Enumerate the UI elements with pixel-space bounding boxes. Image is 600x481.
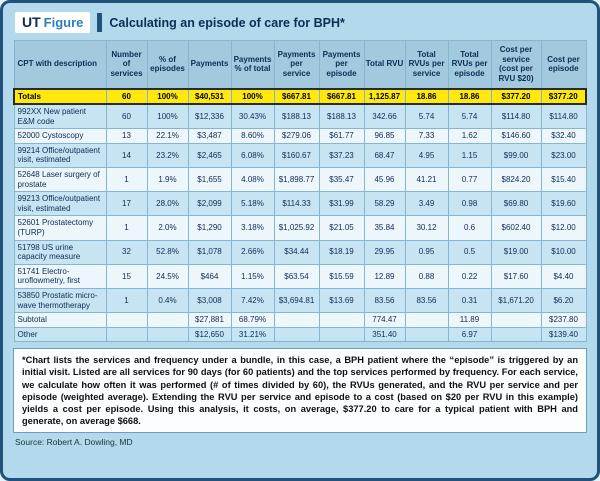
cell: $188.13 [319, 104, 364, 129]
cell: $1,025.92 [274, 216, 319, 240]
cell: 342.66 [364, 104, 405, 129]
column-header: % of episodes [147, 41, 188, 89]
column-header: Total RVUs per service [405, 41, 448, 89]
column-header: Payments % of total [231, 41, 274, 89]
cell: $139.40 [541, 327, 586, 342]
cell: 7.42% [231, 289, 274, 313]
cell: $15.40 [541, 168, 586, 192]
cell: 15 [106, 264, 147, 288]
cell: 1,125.87 [364, 89, 405, 105]
cell: 6.08% [231, 143, 274, 167]
row-label: 99213 Office/outpatient visit, estimated [14, 192, 106, 216]
cell: $6.20 [541, 289, 586, 313]
cell: 1 [106, 289, 147, 313]
cell: 68.47 [364, 143, 405, 167]
column-header: Total RVU [364, 41, 405, 89]
row-label: Other [14, 327, 106, 342]
cell: 1 [106, 216, 147, 240]
cell: 31.21% [231, 327, 274, 342]
cell: 0.5 [448, 240, 491, 264]
cell: $12,336 [188, 104, 231, 129]
cell: $1,655 [188, 168, 231, 192]
cell: 28.0% [147, 192, 188, 216]
cell: $63.54 [274, 264, 319, 288]
cell: $12.00 [541, 216, 586, 240]
cell: 0.77 [448, 168, 491, 192]
cell: $35.47 [319, 168, 364, 192]
cell: 5.74 [405, 104, 448, 129]
cell: $114.80 [491, 104, 541, 129]
cell: $1,290 [188, 216, 231, 240]
cell: $377.20 [491, 89, 541, 105]
cell: $377.20 [541, 89, 586, 105]
cell: 0.98 [448, 192, 491, 216]
cell: 18.86 [448, 89, 491, 105]
cell: 35.84 [364, 216, 405, 240]
cell: $69.80 [491, 192, 541, 216]
cell: $667.81 [319, 89, 364, 105]
subtotal-row [14, 313, 586, 328]
table-row [14, 264, 586, 288]
brand-figure: Figure [43, 15, 84, 30]
cell: 5.18% [231, 192, 274, 216]
cell: 60 [106, 104, 147, 129]
cell: $114.80 [541, 104, 586, 129]
column-header: Total RVUs per episode [448, 41, 491, 89]
cell: 13 [106, 129, 147, 144]
figure-title: Calculating an episode of care for BPH* [109, 15, 345, 30]
row-label: Totals [14, 89, 106, 105]
row-label: 51798 US urine capacity measure [14, 240, 106, 264]
cell [106, 327, 147, 342]
cell: 0.4% [147, 289, 188, 313]
row-label: 53850 Prostatic micro-wave thermotherapy [14, 289, 106, 313]
row-label: 992XX New patient E&M code [14, 104, 106, 129]
cell: 0.95 [405, 240, 448, 264]
cell: 0.88 [405, 264, 448, 288]
cell: 41.21 [405, 168, 448, 192]
cell: 2.66% [231, 240, 274, 264]
row-label: 52601 Prostatectomy (TURP) [14, 216, 106, 240]
cell [147, 327, 188, 342]
cell: $464 [188, 264, 231, 288]
cell: 32 [106, 240, 147, 264]
cell [491, 327, 541, 342]
other-row [14, 327, 586, 342]
cell: $19.00 [491, 240, 541, 264]
cell: 24.5% [147, 264, 188, 288]
header-row [14, 41, 586, 89]
cell: $40,531 [188, 89, 231, 105]
cell: $3,694.81 [274, 289, 319, 313]
table-body [14, 89, 586, 342]
cell: 100% [231, 89, 274, 105]
cell [405, 313, 448, 328]
cell [491, 313, 541, 328]
cell: $19.60 [541, 192, 586, 216]
cell: $1,898.77 [274, 168, 319, 192]
cell [405, 327, 448, 342]
cell: $160.67 [274, 143, 319, 167]
cell: $2,465 [188, 143, 231, 167]
cell: $13.69 [319, 289, 364, 313]
cell [274, 327, 319, 342]
cell: $32.40 [541, 129, 586, 144]
cell: $12,650 [188, 327, 231, 342]
cell: $37.23 [319, 143, 364, 167]
table-row [14, 143, 586, 167]
column-header: Cost per episode [541, 41, 586, 89]
brand-ut: UT [22, 14, 41, 30]
cell: 7.33 [405, 129, 448, 144]
figure-header [15, 12, 587, 33]
cell: 351.40 [364, 327, 405, 342]
table-row [14, 129, 586, 144]
cell: $2,099 [188, 192, 231, 216]
row-label: 99214 Office/outpatient visit, estimated [14, 143, 106, 167]
column-header: Payments per episode [319, 41, 364, 89]
cell: $1,671.20 [491, 289, 541, 313]
footnote: *Chart lists the services and frequency under a bundle, in this case, a BPH patient where the “episode” is triggered by an initial visit. Listed are all services for 90 days (for 60 patients) and the top services performed by frequency. For each service, we calculate how often it was performed (# of times divided by 60), the RVUs generated, and the RVU per service and per episode (weighted average). Extending the RVU per service and episode to a cost (based on $20 per RVU in this example) yields a cost per episode. Using this analysis, it costs, on average, $377.20 to care for a typical patient with BPH and generate, on average $668. [13, 348, 587, 432]
table-row [14, 104, 586, 129]
cell: 68.79% [231, 313, 274, 328]
column-header: Payments per service [274, 41, 319, 89]
cell: $3,008 [188, 289, 231, 313]
table-head [14, 41, 586, 89]
column-header: Number of services [106, 41, 147, 89]
cell: $27,881 [188, 313, 231, 328]
cell: 45.96 [364, 168, 405, 192]
cell: 100% [147, 89, 188, 105]
cell: 1.62 [448, 129, 491, 144]
cell: 17 [106, 192, 147, 216]
cell: $146.60 [491, 129, 541, 144]
cell: $34.44 [274, 240, 319, 264]
cell: 30.43% [231, 104, 274, 129]
cell: 3.18% [231, 216, 274, 240]
cell: $188.13 [274, 104, 319, 129]
table-row [14, 192, 586, 216]
cell: 774.47 [364, 313, 405, 328]
cell: $1,078 [188, 240, 231, 264]
cell: 11.89 [448, 313, 491, 328]
cell: $3,487 [188, 129, 231, 144]
cell: $61.77 [319, 129, 364, 144]
table-row [14, 216, 586, 240]
cell: $99.00 [491, 143, 541, 167]
cell: 96.85 [364, 129, 405, 144]
cell: 1.15% [231, 264, 274, 288]
cell: $18.19 [319, 240, 364, 264]
cell: $602.40 [491, 216, 541, 240]
cell: $4.40 [541, 264, 586, 288]
column-header: Cost per service (cost per RVU $20) [491, 41, 541, 89]
cell: 30.12 [405, 216, 448, 240]
cell: 0.31 [448, 289, 491, 313]
cell: 100% [147, 104, 188, 129]
cell: $824.20 [491, 168, 541, 192]
cell: $114.33 [274, 192, 319, 216]
cell: 60 [106, 89, 147, 105]
cell: 18.86 [405, 89, 448, 105]
divider-bar-icon [97, 13, 102, 32]
cell: 23.2% [147, 143, 188, 167]
cell: 83.56 [364, 289, 405, 313]
brand-logo [15, 12, 90, 33]
cell: $667.81 [274, 89, 319, 105]
cell: $21.05 [319, 216, 364, 240]
cell: $237.80 [541, 313, 586, 328]
row-label: 52648 Laser surgery of prostate [14, 168, 106, 192]
cell: 8.60% [231, 129, 274, 144]
table-row [14, 168, 586, 192]
cell [106, 313, 147, 328]
source-line: Source: Robert A. Dowling, MD [15, 436, 133, 447]
cell [147, 313, 188, 328]
cell: $279.06 [274, 129, 319, 144]
table-row [14, 289, 586, 313]
cell: 2.0% [147, 216, 188, 240]
cell: 83.56 [405, 289, 448, 313]
column-header: Payments [188, 41, 231, 89]
totals-row [14, 89, 586, 105]
cell: 6.97 [448, 327, 491, 342]
column-header: CPT with description [14, 41, 106, 89]
cell: $10.00 [541, 240, 586, 264]
row-label: 51741 Electro-uroflowmetry, first [14, 264, 106, 288]
cell: 14 [106, 143, 147, 167]
bph-episode-table [13, 40, 587, 342]
cell: 0.6 [448, 216, 491, 240]
row-label: 52000 Cystoscopy [14, 129, 106, 144]
cell: 3.49 [405, 192, 448, 216]
cell: 4.08% [231, 168, 274, 192]
cell: 1.15 [448, 143, 491, 167]
cell [319, 327, 364, 342]
table-row [14, 240, 586, 264]
cell [274, 313, 319, 328]
cell: 58.29 [364, 192, 405, 216]
cell [319, 313, 364, 328]
cell: $31.99 [319, 192, 364, 216]
cell: 52.8% [147, 240, 188, 264]
cell: $17.60 [491, 264, 541, 288]
cell: 5.74 [448, 104, 491, 129]
cell: 4.95 [405, 143, 448, 167]
cell: 12.89 [364, 264, 405, 288]
row-label: Subtotal [14, 313, 106, 328]
cell: 0.22 [448, 264, 491, 288]
cell: $23.00 [541, 143, 586, 167]
cell: $15.59 [319, 264, 364, 288]
cell: 1.9% [147, 168, 188, 192]
cell: 22.1% [147, 129, 188, 144]
cell: 29.95 [364, 240, 405, 264]
cell: 1 [106, 168, 147, 192]
